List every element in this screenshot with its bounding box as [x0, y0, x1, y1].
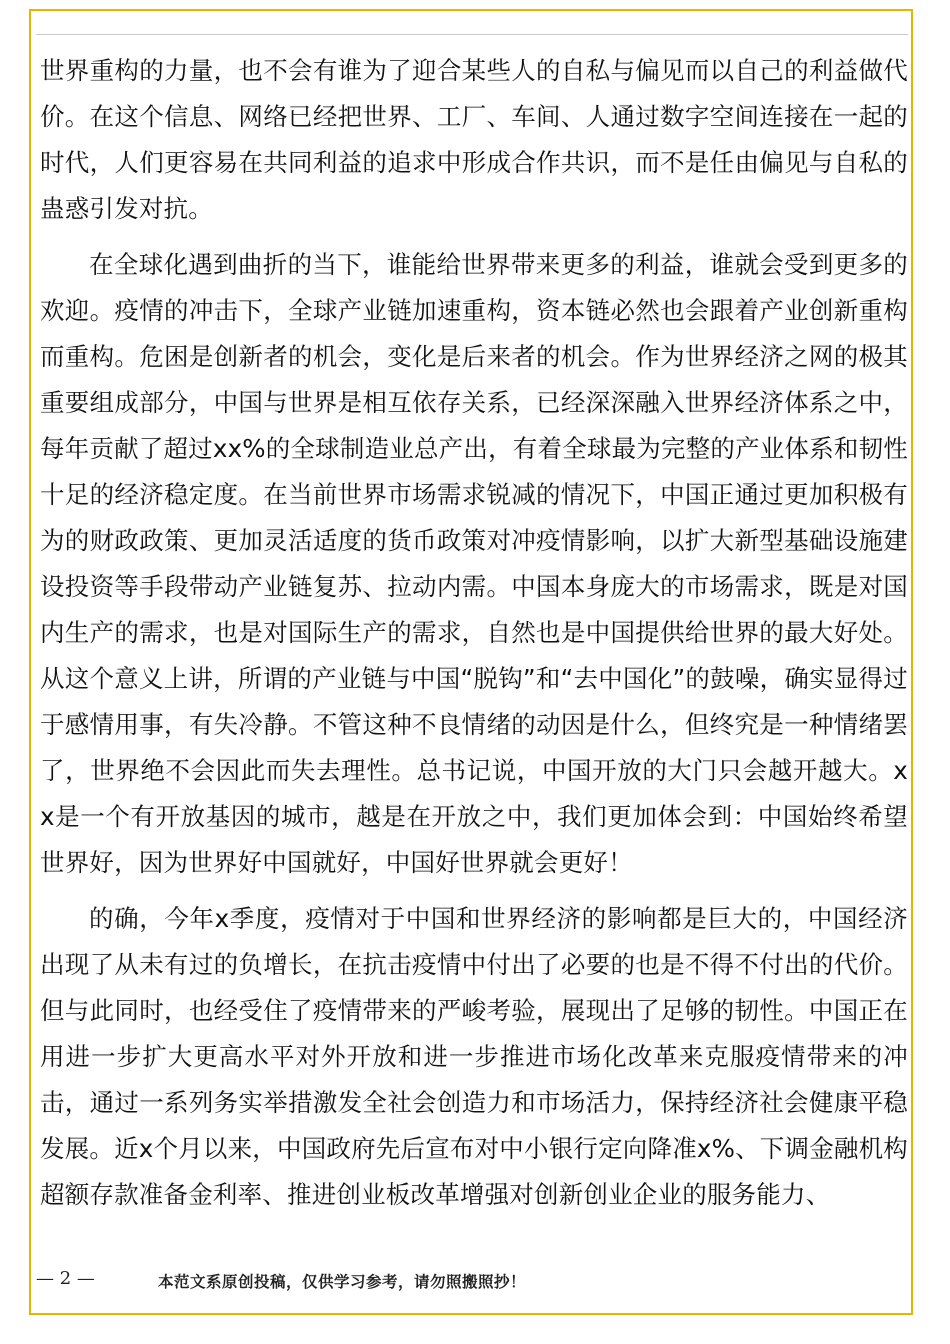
paragraph-1: 世界重构的力量，也不会有谁为了迎合某些人的自私与偏见而以自己的利益做代价。在这个信息、网络已经把世界、工厂、车间、人通过数字空间连接在一起的时代，人们更容易在共同利益的追求中形成合作共识，而不是任由偏见与自私的蛊惑引发对抗。: [40, 56, 908, 223]
header-rule: [36, 34, 908, 35]
document-body: [40, 48, 908, 1228]
paragraph-2: 在全球化遇到曲折的当下，谁能给世界带来更多的利益，谁就会受到更多的欢迎。疫情的冲击下，全球产业链加速重构，资本链必然也会跟着产业创新重构而重构。危困是创新者的机会，变化是后来者的机会。作为世界经济之网的极其重要组成部分，中国与世界是相互依存关系，已经深深融入世界经济体系之中，每年贡献了超过xx%的全球制造业总产出，有着全球最为完整的产业体系和韧性十足的经济稳定度。在当前世界市场需求锐减的情况下，中国正通过更加积极有为的财政政策、更加灵活适度的货币政策对冲疫情影响，以扩大新型基础设施建设投资等手段带动产业链复苏、拉动内需。中国本身庞大的市场需求，既是对国内生产的需求，也是对国际生产的需求，自然也是中国提供给世界的最大好处。从这个意义上讲，所谓的产业链与中国“脱钩”和“去中国化”的鼓噪，确实显得过于感情用事，有失冷静。不管这种不良情绪的动因是什么，但终究是一种情绪罢了，世界绝不会因此而失去理性。总书记说，中国开放的大门只会越开越大。xx是一个有开放基因的城市，越是在开放之中，我们更加体会到：中国始终希望世界好，因为世界好中国就好，中国好世界就会更好！: [40, 250, 908, 877]
page-number: — 2 —: [36, 1268, 95, 1289]
page-footer: [36, 1262, 908, 1298]
copyright-notice: 本范文系原创投稿，仅供学习参考，请勿照搬照抄！: [158, 1272, 527, 1291]
paragraph-3: 的确，今年x季度，疫情对于中国和世界经济的影响都是巨大的，中国经济出现了从未有过的负增长，在抗击疫情中付出了必要的也是不得不付出的代价。但与此同时，也经受住了疫情带来的严峻考验，展现出了足够的韧性。中国正在用进一步扩大更高水平对外开放和进一步推进市场化改革来克服疫情带来的冲击，通过一系列务实举措激发全社会创造力和市场活力，保持经济社会健康平稳发展。近x个月以来，中国政府先后宣布对中小银行定向降准x%、下调金融机构超额存款准备金利率、推进创业板改革增强对创新创业企业的服务能力、: [40, 904, 908, 1209]
